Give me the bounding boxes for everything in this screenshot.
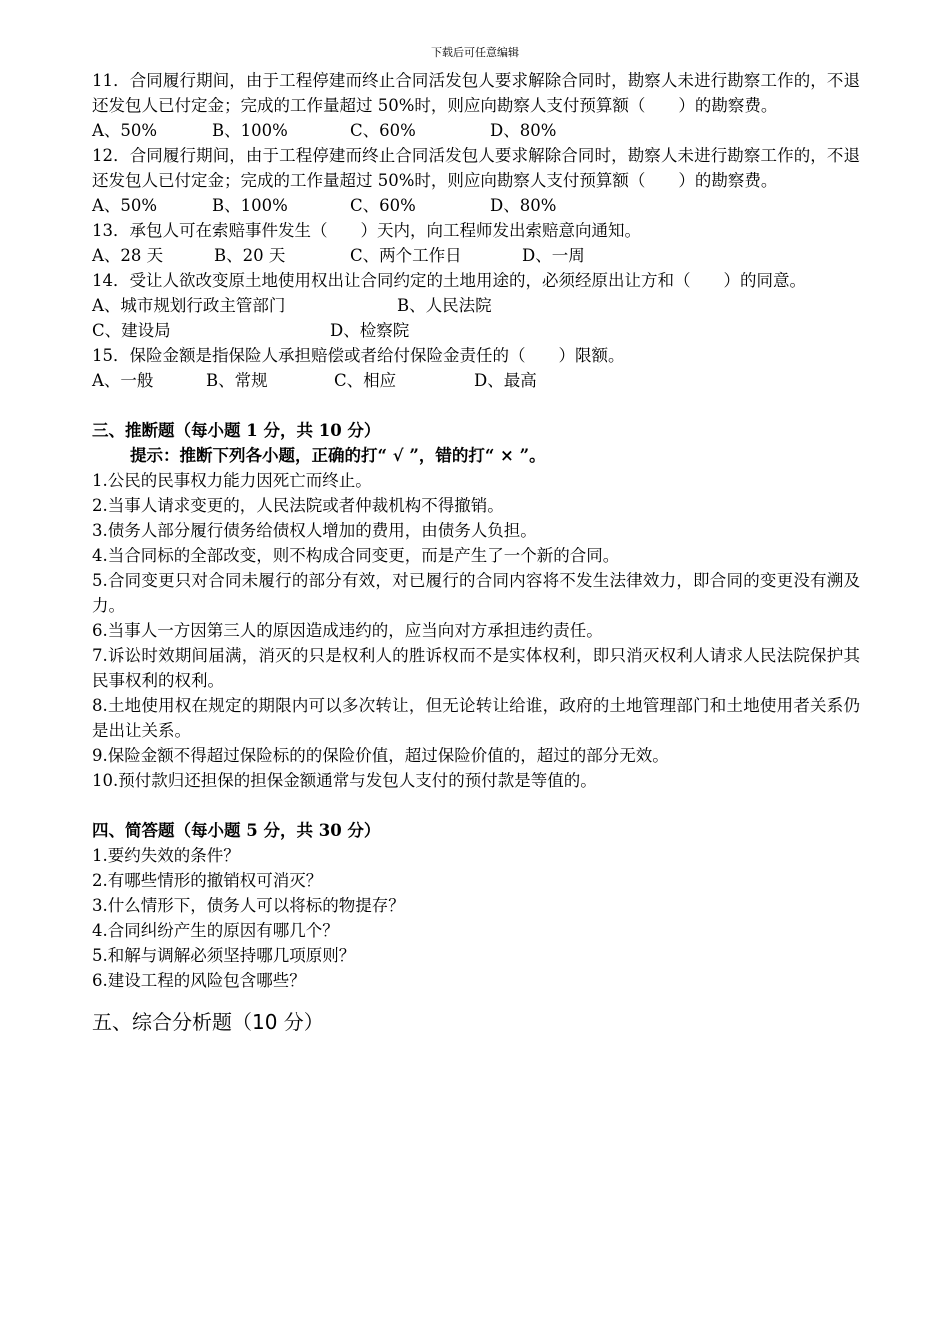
section-4-title: 四、简答题（每小题 5 分，共 30 分） [92, 821, 381, 840]
option-c: C、60% [350, 196, 416, 215]
option-c: C、相应 [334, 371, 397, 390]
short-answer-item: 5.和解与调解必须坚持哪几项原则？ [92, 946, 356, 965]
judgment-item: 8.土地使用权在规定的期限内可以多次转让，但无论转让给谁，政府的土地管理部门和土地使用者关系仍是出让关系。 [92, 696, 860, 740]
short-answer-item: 1.要约失效的条件？ [92, 846, 240, 865]
option-b: B、100% [212, 196, 288, 215]
judgment-item: 4.当合同标的全部改变，则不构成合同变更，而是产生了一个新的合同。 [92, 546, 620, 565]
short-answer-item: 2.有哪些情形的撤销权可消灭？ [92, 871, 323, 890]
question-11: 11．合同履行期间，由于工程停建而终止合同活发包人要求解除合同时，勘察人未进行勘察工作的，不退还发包人已付定金；完成的工作量超过 50%时，则应向勘察人支付预算额（ ）的勘察费。 [92, 71, 860, 115]
section-3-hint: 提示：推断下列各小题，正确的打“ √ ”，错的打“ × ”。 [130, 446, 546, 465]
question-14-options-row1 [92, 293, 860, 318]
question-12: 12．合同履行期间，由于工程停建而终止合同活发包人要求解除合同时，勘察人未进行勘察工作的，不退还发包人已付定金；完成的工作量超过 50%时，则应向勘察人支付预算额（ ）的勘察费。 [92, 146, 860, 190]
option-b: B、人民法院 [397, 296, 492, 315]
option-a: A、50% [92, 121, 158, 140]
section-3-title: 三、推断题（每小题 1 分，共 10 分） [92, 421, 381, 440]
option-d: D、最高 [474, 371, 537, 390]
option-c: C、60% [350, 121, 416, 140]
judgment-item: 2.当事人请求变更的，人民法院或者仲裁机构不得撤销。 [92, 496, 504, 515]
short-answer-item: 6.建设工程的风险包含哪些？ [92, 971, 306, 990]
option-b: B、100% [212, 121, 288, 140]
option-c: C、两个工作日 [350, 246, 462, 265]
page-header: 下载后可任意编辑 [431, 46, 519, 59]
option-b: B、常规 [206, 371, 268, 390]
option-d: D、80% [490, 196, 557, 215]
question-14: 14．受让人欲改变原土地使用权出让合同约定的土地用途的，必须经原出让方和（ ）的同意。 [92, 271, 806, 290]
option-d: D、检察院 [330, 321, 410, 340]
short-answer-item: 4.合同纠纷产生的原因有哪几个？ [92, 921, 339, 940]
option-c: C、建设局 [92, 321, 171, 340]
section-5-title: 五、综合分析题（10 分） [92, 1010, 324, 1034]
judgment-item: 9.保险金额不得超过保险标的的保险价值，超过保险价值的，超过的部分无效。 [92, 746, 669, 765]
judgment-item: 3.债务人部分履行债务给债权人增加的费用，由债务人负担。 [92, 521, 537, 540]
judgment-item: 6.当事人一方因第三人的原因造成违约的，应当向对方承担违约责任。 [92, 621, 603, 640]
question-14-options-row2 [92, 318, 860, 343]
question-13-options [92, 243, 860, 268]
option-a: A、50% [92, 196, 158, 215]
question-13: 13．承包人可在索赔事件发生（ ）天内，向工程师发出索赔意向通知。 [92, 221, 641, 240]
option-b: B、20 天 [214, 246, 286, 265]
question-12-options [92, 193, 860, 218]
judgment-item: 5.合同变更只对合同未履行的部分有效，对已履行的合同内容将不发生法律效力，即合同的变更没有溯及力。 [92, 571, 860, 615]
judgment-item: 7.诉讼时效期间届满，消灭的只是权利人的胜诉权而不是实体权利，即只消灭权利人请求人民法院保护其民事权利的权利。 [92, 646, 860, 690]
short-answer-item: 3.什么情形下，债务人可以将标的物提存？ [92, 896, 405, 915]
question-15: 15．保险金额是指保险人承担赔偿或者给付保险金责任的（ ）限额。 [92, 346, 625, 365]
option-a: A、一般 [92, 371, 154, 390]
option-d: D、一周 [522, 246, 585, 265]
question-15-options [92, 368, 860, 393]
judgment-item: 1.公民的民事权力能力因死亡而终止。 [92, 471, 372, 490]
option-a: A、城市规划行政主管部门 [92, 296, 286, 315]
option-a: A、28 天 [92, 246, 164, 265]
option-d: D、80% [490, 121, 557, 140]
judgment-item: 10.预付款归还担保的担保金额通常与发包人支付的预付款是等值的。 [92, 771, 597, 790]
question-11-options [92, 118, 860, 143]
document-body [92, 68, 860, 1037]
